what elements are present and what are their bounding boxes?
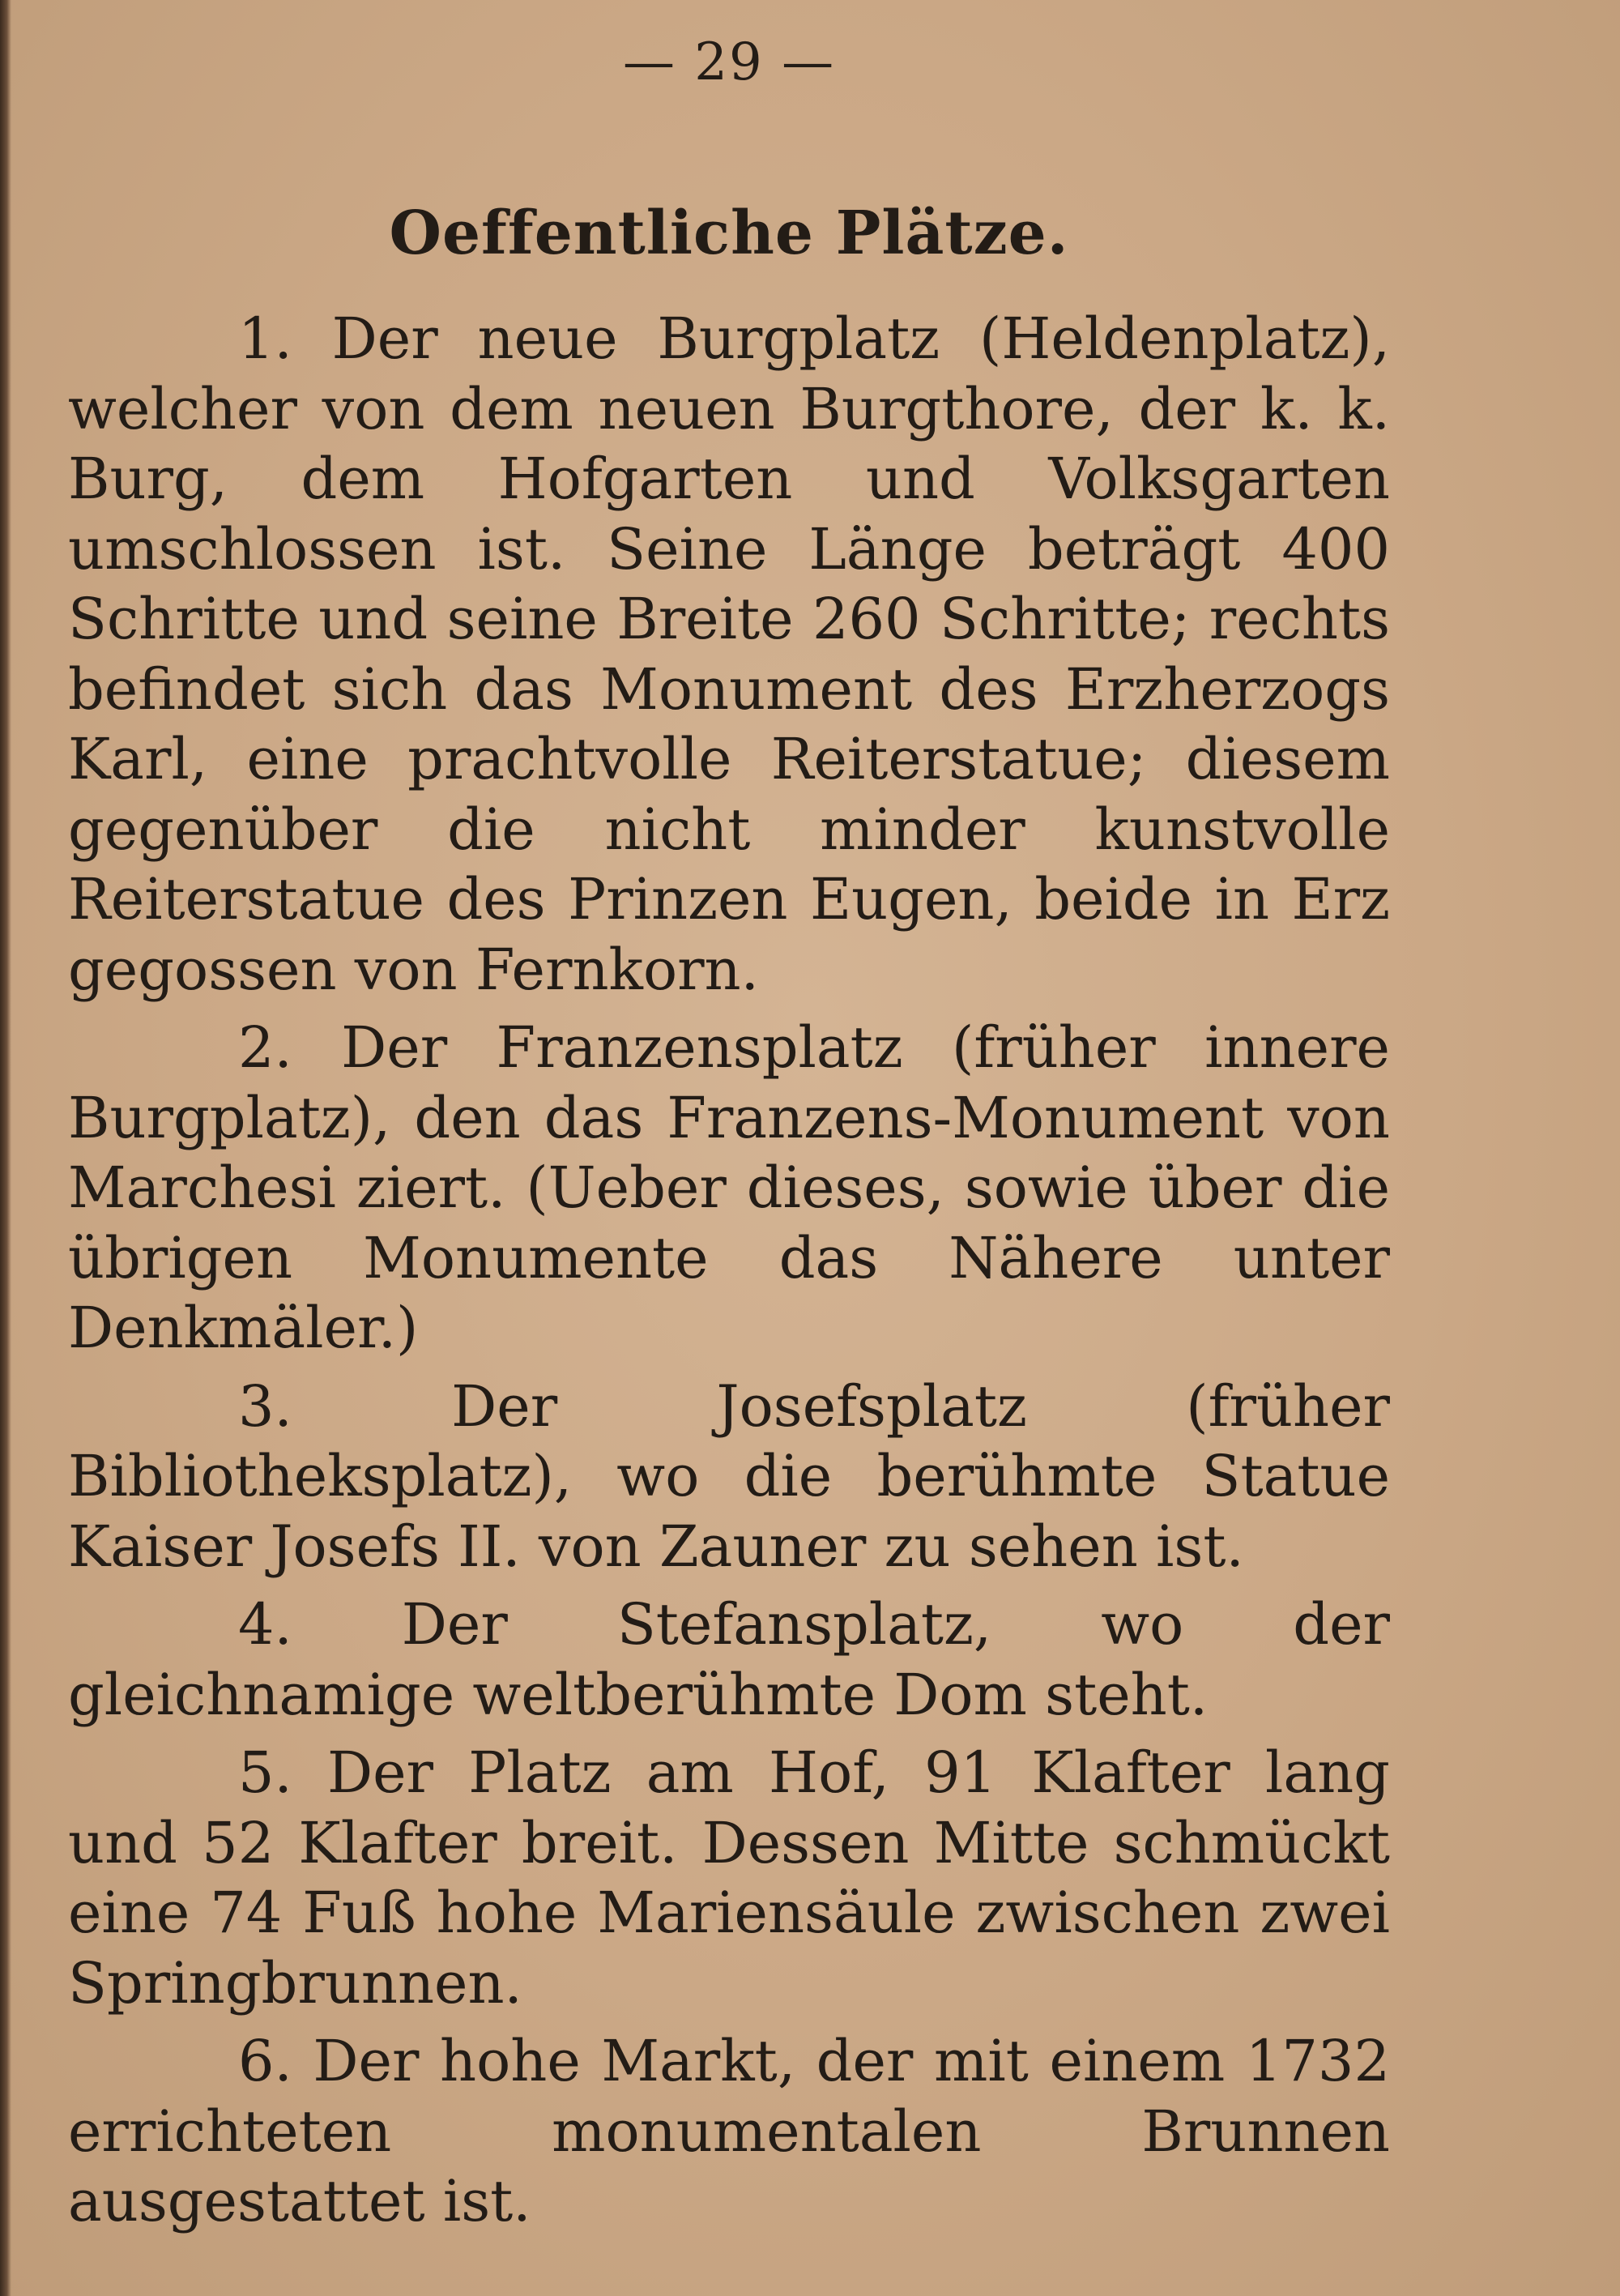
paragraph-burgplatz: 1. Der neue Burgplatz (Heldenplatz), welcher von dem neuen Burgthore, der k. k. Burg, dem Hofgarten und Volksgarten umschlossen ist. Seine Länge beträgt 400 Schritte und seine Breite 260 Schritte; rechts befindet sich das Monument des Erzherzogs Karl, eine prachtvolle Reiterstatue; diesem gegenüber die nicht minder kunstvolle Reiterstatue des Prinzen Eugen, beide in Erz gegossen von Fernkorn. xyxy=(68,305,1390,1003)
paragraph-hoher-markt: 6. Der hohe Markt, der mit einem 1732 errichteten monumentalen Brunnen ausgestattet ist. xyxy=(68,2028,1390,2234)
paragraph-platz-am-hof: 5. Der Platz am Hof, 91 Klafter lang und 52 Klafter breit. Dessen Mitte schmückt eine 74 Fuß hohe Mariensäule zwischen zwei Springbrunnen. xyxy=(68,1739,1390,2016)
page-number: — 29 — xyxy=(622,32,836,92)
page-binding-edge xyxy=(0,0,11,2296)
section-title: Oeffentliche Plätze. xyxy=(389,198,1069,268)
paragraph-josefsplatz: 3. Der Josefsplatz (früher Bibliotheksplatz), wo die berühmte Statue Kaiser Josefs II. von Zauner zu sehen ist. xyxy=(68,1372,1390,1580)
body-text xyxy=(68,304,1390,2237)
paragraph-stefansplatz: 4. Der Stefansplatz, wo der gleichnamige weltberühmte Dom steht. xyxy=(68,1591,1390,1728)
paragraph-franzensplatz: 2. Der Franzensplatz (früher innere Burgplatz), den das Franzens-Monument von Marchesi ziert. (Ueber dieses, sowie über die übrigen Monumente das Nähere unter Denkmäler.) xyxy=(68,1014,1390,1361)
